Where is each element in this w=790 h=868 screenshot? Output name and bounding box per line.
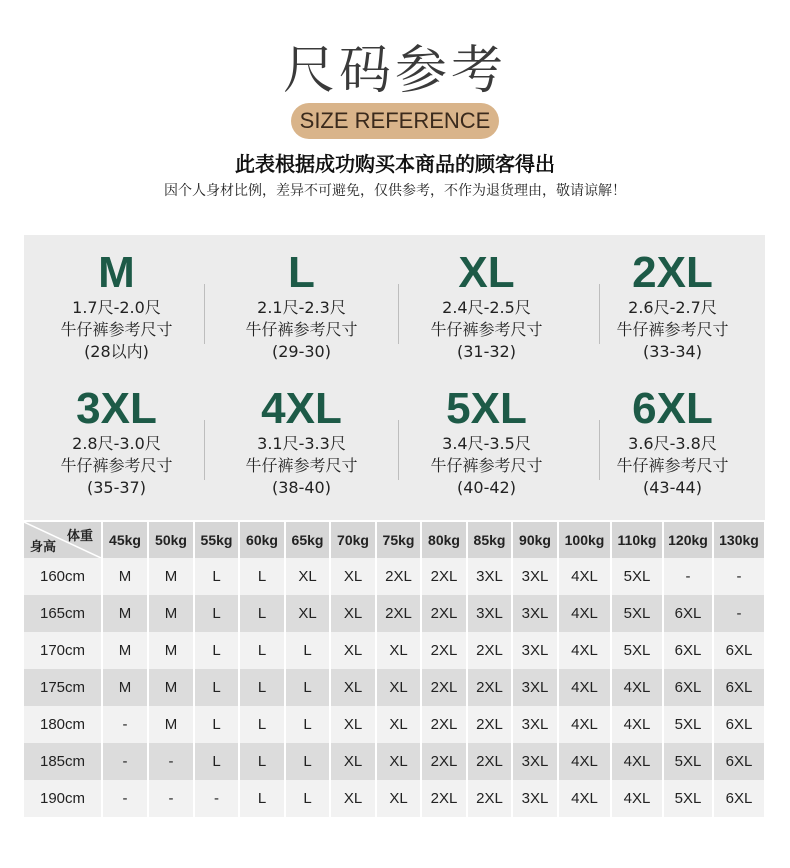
table-row xyxy=(24,595,765,632)
size-cell: 2XL xyxy=(376,595,421,632)
size-cell: M xyxy=(148,632,194,669)
divider xyxy=(398,420,399,480)
size-label: 6XL xyxy=(632,384,713,433)
size-cell: 2XL xyxy=(421,632,467,669)
table-corner-cell xyxy=(24,522,102,558)
size-cell: M xyxy=(148,706,194,743)
size-card xyxy=(394,249,579,363)
length-range: 2.1尺-2.3尺 xyxy=(257,298,346,317)
size-cell: 6XL xyxy=(713,669,765,706)
size-cell: 3XL xyxy=(467,558,512,595)
weight-header: 80kg xyxy=(421,522,467,558)
weight-header: 75kg xyxy=(376,522,421,558)
size-cell: 4XL xyxy=(611,669,663,706)
reference-label: 牛仔裤参考尺寸 xyxy=(245,320,358,339)
size-cell: 3XL xyxy=(512,780,558,817)
waist-range: (31-32) xyxy=(457,342,516,361)
size-cell: 2XL xyxy=(467,743,512,780)
size-cell: 3XL xyxy=(512,595,558,632)
size-label: 5XL xyxy=(446,384,527,433)
size-cell: 2XL xyxy=(467,780,512,817)
length-range: 2.4尺-2.5尺 xyxy=(442,298,531,317)
height-cell: 185cm xyxy=(24,743,102,780)
size-cell: 5XL xyxy=(663,780,713,817)
size-guide-panel xyxy=(24,235,765,520)
waist-range: (29-30) xyxy=(272,342,331,361)
size-card xyxy=(24,385,209,499)
size-cell: XL xyxy=(330,706,376,743)
size-cell: L xyxy=(239,558,285,595)
table-row xyxy=(24,780,765,817)
size-cell: 2XL xyxy=(376,558,421,595)
size-card xyxy=(394,385,579,499)
size-cell: 6XL xyxy=(663,595,713,632)
size-cell: XL xyxy=(330,669,376,706)
size-cell: L xyxy=(239,595,285,632)
size-cell: 3XL xyxy=(512,632,558,669)
size-cell: M xyxy=(148,558,194,595)
size-cell: XL xyxy=(330,780,376,817)
table-row xyxy=(24,632,765,669)
height-cell: 180cm xyxy=(24,706,102,743)
size-cell: 4XL xyxy=(558,669,611,706)
size-cell: L xyxy=(194,595,239,632)
size-cell: M xyxy=(148,669,194,706)
weight-header: 55kg xyxy=(194,522,239,558)
waist-range: (28以内) xyxy=(84,342,149,361)
height-label: 身高 xyxy=(30,539,57,554)
size-cell: 2XL xyxy=(467,706,512,743)
table-row xyxy=(24,743,765,780)
size-cell: XL xyxy=(376,706,421,743)
length-range: 3.1尺-3.3尺 xyxy=(257,434,346,453)
size-cell: L xyxy=(285,706,330,743)
size-cell: - xyxy=(102,743,148,780)
size-cell: XL xyxy=(330,632,376,669)
height-cell: 165cm xyxy=(24,595,102,632)
size-cell: 4XL xyxy=(558,743,611,780)
size-card xyxy=(580,249,765,363)
size-cell: - xyxy=(663,558,713,595)
size-cell: 2XL xyxy=(467,669,512,706)
page-title: 尺码参考 xyxy=(282,41,507,101)
size-cell: 6XL xyxy=(713,780,765,817)
size-cell: L xyxy=(194,669,239,706)
length-range: 1.7尺-2.0尺 xyxy=(72,298,161,317)
size-reference-badge: SIZE REFERENCE xyxy=(291,103,499,139)
size-cell: M xyxy=(102,632,148,669)
size-cell: 6XL xyxy=(713,706,765,743)
length-range: 3.6尺-3.8尺 xyxy=(628,434,717,453)
table-row xyxy=(24,669,765,706)
size-cell: 4XL xyxy=(611,780,663,817)
size-cell: L xyxy=(239,632,285,669)
size-card xyxy=(209,249,394,363)
size-label: M xyxy=(98,248,135,297)
weight-header: 100kg xyxy=(558,522,611,558)
size-cell: XL xyxy=(376,743,421,780)
waist-range: (43-44) xyxy=(643,478,702,497)
size-cell: M xyxy=(102,669,148,706)
size-cell: L xyxy=(239,743,285,780)
weight-label: 体重 xyxy=(66,528,93,543)
subtitle: 此表根据成功购买本商品的顾客得出 xyxy=(235,152,555,176)
size-cell: 3XL xyxy=(512,706,558,743)
divider xyxy=(599,284,600,344)
size-cell: XL xyxy=(376,669,421,706)
size-cell: 6XL xyxy=(663,632,713,669)
weight-header: 70kg xyxy=(330,522,376,558)
reference-label: 牛仔裤参考尺寸 xyxy=(60,320,173,339)
size-cell: 2XL xyxy=(421,595,467,632)
height-cell: 175cm xyxy=(24,669,102,706)
size-cell: 4XL xyxy=(558,632,611,669)
size-cell: 5XL xyxy=(611,595,663,632)
reference-label: 牛仔裤参考尺寸 xyxy=(430,320,543,339)
size-cell: 6XL xyxy=(713,743,765,780)
waist-range: (33-34) xyxy=(643,342,702,361)
height-cell: 170cm xyxy=(24,632,102,669)
size-cell: 3XL xyxy=(467,595,512,632)
size-cell: L xyxy=(194,558,239,595)
weight-header: 65kg xyxy=(285,522,330,558)
size-cell: 2XL xyxy=(421,669,467,706)
size-cell: M xyxy=(148,595,194,632)
size-label: 2XL xyxy=(632,248,713,297)
size-cell: 4XL xyxy=(558,595,611,632)
size-cell: 2XL xyxy=(467,632,512,669)
size-card xyxy=(209,385,394,499)
size-cell: L xyxy=(239,706,285,743)
size-cell: XL xyxy=(285,558,330,595)
size-cell: L xyxy=(239,780,285,817)
table-header-row xyxy=(24,522,765,558)
size-cell: - xyxy=(148,743,194,780)
reference-label: 牛仔裤参考尺寸 xyxy=(245,456,358,475)
size-cell: L xyxy=(285,743,330,780)
size-cell: - xyxy=(102,780,148,817)
waist-range: (38-40) xyxy=(272,478,331,497)
size-cell: XL xyxy=(330,558,376,595)
size-cell: 3XL xyxy=(512,558,558,595)
size-cell: 4XL xyxy=(558,706,611,743)
height-cell: 190cm xyxy=(24,780,102,817)
size-label: 3XL xyxy=(76,384,157,433)
size-cell: 4XL xyxy=(611,743,663,780)
weight-header: 130kg xyxy=(713,522,765,558)
height-cell: 160cm xyxy=(24,558,102,595)
divider xyxy=(599,420,600,480)
size-cell: L xyxy=(194,743,239,780)
size-cell: L xyxy=(194,632,239,669)
weight-header: 110kg xyxy=(611,522,663,558)
size-cell: L xyxy=(194,706,239,743)
divider xyxy=(204,420,205,480)
weight-header: 50kg xyxy=(148,522,194,558)
size-cell: XL xyxy=(376,780,421,817)
size-cell: M xyxy=(102,595,148,632)
size-cell: 6XL xyxy=(713,632,765,669)
size-cell: 6XL xyxy=(663,669,713,706)
size-cell: 5XL xyxy=(611,558,663,595)
size-cell: XL xyxy=(285,595,330,632)
size-cell: XL xyxy=(376,632,421,669)
weight-header: 85kg xyxy=(467,522,512,558)
size-cell: 2XL xyxy=(421,743,467,780)
weight-header: 90kg xyxy=(512,522,558,558)
reference-label: 牛仔裤参考尺寸 xyxy=(616,456,729,475)
size-cell: 4XL xyxy=(611,706,663,743)
size-cell: - xyxy=(148,780,194,817)
size-cell: L xyxy=(285,632,330,669)
reference-label: 牛仔裤参考尺寸 xyxy=(60,456,173,475)
size-cell: 2XL xyxy=(421,706,467,743)
size-cell: 3XL xyxy=(512,743,558,780)
weight-header: 120kg xyxy=(663,522,713,558)
size-cell: 3XL xyxy=(512,669,558,706)
size-cell: 5XL xyxy=(611,632,663,669)
length-range: 2.8尺-3.0尺 xyxy=(72,434,161,453)
size-cell: - xyxy=(713,558,765,595)
size-cell: - xyxy=(713,595,765,632)
disclaimer-note: 因个人身材比例，差异不可避免，仅供参考，不作为退货理由，敬请谅解！ xyxy=(164,183,626,199)
weight-header: 45kg xyxy=(102,522,148,558)
size-card xyxy=(580,385,765,499)
size-cell: 2XL xyxy=(421,780,467,817)
size-cell: L xyxy=(239,669,285,706)
size-label: XL xyxy=(458,248,515,297)
size-cell: 5XL xyxy=(663,706,713,743)
size-card xyxy=(24,249,209,363)
size-cell: - xyxy=(194,780,239,817)
reference-label: 牛仔裤参考尺寸 xyxy=(430,456,543,475)
table-row xyxy=(24,558,765,595)
length-range: 3.4尺-3.5尺 xyxy=(442,434,531,453)
waist-range: (35-37) xyxy=(87,478,146,497)
size-label: L xyxy=(288,248,315,297)
divider xyxy=(204,284,205,344)
size-cell: L xyxy=(285,669,330,706)
size-cell: 2XL xyxy=(421,558,467,595)
size-cell: M xyxy=(102,558,148,595)
reference-label: 牛仔裤参考尺寸 xyxy=(616,320,729,339)
size-cell: L xyxy=(285,780,330,817)
weight-header: 60kg xyxy=(239,522,285,558)
table-row xyxy=(24,706,765,743)
size-chart-table xyxy=(24,522,766,817)
size-cell: - xyxy=(102,706,148,743)
waist-range: (40-42) xyxy=(457,478,516,497)
size-cell: XL xyxy=(330,595,376,632)
size-cell: 5XL xyxy=(663,743,713,780)
divider xyxy=(398,284,399,344)
size-cell: 4XL xyxy=(558,780,611,817)
size-cell: XL xyxy=(330,743,376,780)
size-label: 4XL xyxy=(261,384,342,433)
size-cell: 4XL xyxy=(558,558,611,595)
length-range: 2.6尺-2.7尺 xyxy=(628,298,717,317)
